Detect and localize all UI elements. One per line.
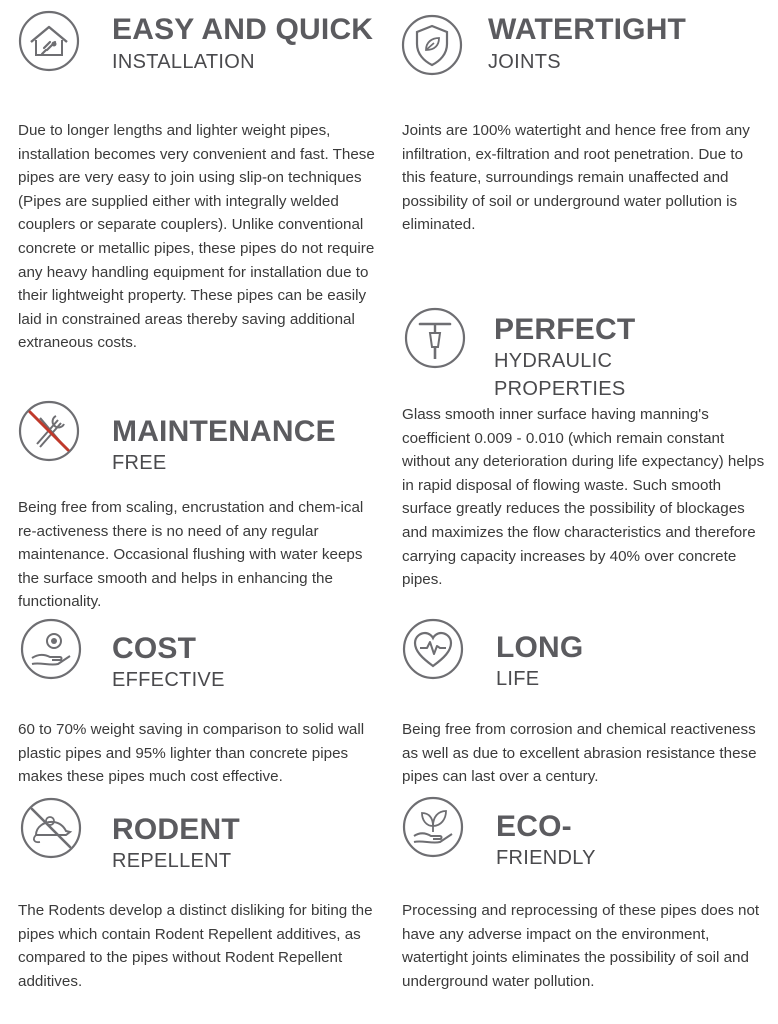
heart-pulse-icon: [402, 618, 464, 680]
cost-body: 60 to 70% weight saving in comparison to solid wall plastic pipes and 95% lighter than concrete pipes makes these pipes much cost effective.: [18, 721, 365, 786]
no-tools-icon: [18, 400, 80, 462]
maintenance-subtitle: FREE: [112, 452, 167, 474]
hydraulic-title: PERFECT: [494, 313, 636, 346]
long-life-body: Being free from corrosion and chemical reactiveness as well as due to excellent abrasion resistance these pipes can last over a century.: [402, 721, 757, 786]
hydraulic-body: Glass smooth inner surface having manning's coefficient 0.009 - 0.010 (which remain constant without any deterioration during life expectancy) helps in rapid disposal of flowing waste. Such smooth surface greatly reduces the possibility of blockages and maximizes the flow characteristics and therefore carrying capacity increases by 40% over concrete pipes.: [402, 406, 765, 589]
rodent-title: RODENT: [112, 813, 240, 846]
maintenance-body: Being free from scaling, encrustation and chem-ical re-activeness there is no need of any regular maintenance. Occasional flushing with water keeps the surface smooth and helps in enhancing the functionality.: [18, 499, 364, 611]
cost-subtitle: EFFECTIVE: [112, 669, 225, 691]
maintenance-title: MAINTENANCE: [112, 415, 336, 448]
hand-leaf-icon: [402, 796, 464, 858]
installation-body: Due to longer lengths and lighter weight pipes, installation becomes very convenient and fast. These pipes are very easy to join using slip-on techniques (Pipes are supplied either with integrally welded couplers or separate couplers). Unlike conventional concrete or metallic pipes, these pipes do not require any heavy handling equipment for installation due to their lightweight property. These pipes can be easily laid in constrained areas thereby saving additional extraneous costs.: [18, 122, 375, 352]
watertight-title: WATERTIGHT: [488, 13, 687, 46]
hydraulic-subtitle-line2: PROPERTIES: [494, 378, 626, 400]
hydraulic-subtitle: HYDRAULIC: [494, 350, 613, 372]
rodent-subtitle: REPELLENT: [112, 850, 232, 872]
long-life-title: LONG: [496, 631, 584, 664]
no-rodent-icon: [20, 797, 82, 859]
hand-coin-icon: [20, 618, 82, 680]
cost-title: COST: [112, 632, 197, 665]
house-assembly-icon: [18, 10, 80, 72]
valve-icon: [404, 307, 466, 369]
installation-title: EASY AND QUICK: [112, 13, 374, 46]
watertight-body: Joints are 100% watertight and hence free from any infiltration, ex-filtration and root penetration. Due to this feature, surroundings remain unaffected and possibility of soil or underground water pollution is eliminated.: [402, 122, 750, 234]
long-life-subtitle: LIFE: [496, 668, 540, 690]
eco-subtitle: FRIENDLY: [496, 847, 596, 869]
installation-subtitle: INSTALLATION: [112, 51, 255, 73]
eco-title: ECO-: [496, 810, 572, 843]
eco-body: Processing and reprocessing of these pipes does not have any adverse impact on the environment, watertight joints eliminates the possibility of soil and underground water pollution.: [402, 902, 760, 990]
shield-leaf-icon: [401, 14, 463, 76]
watertight-subtitle: JOINTS: [488, 51, 561, 73]
rodent-body: The Rodents develop a distinct disliking for biting the pipes which contain Rodent Repellent additives, as compared to the pipes without Rodent Repellent additives.: [18, 902, 373, 990]
